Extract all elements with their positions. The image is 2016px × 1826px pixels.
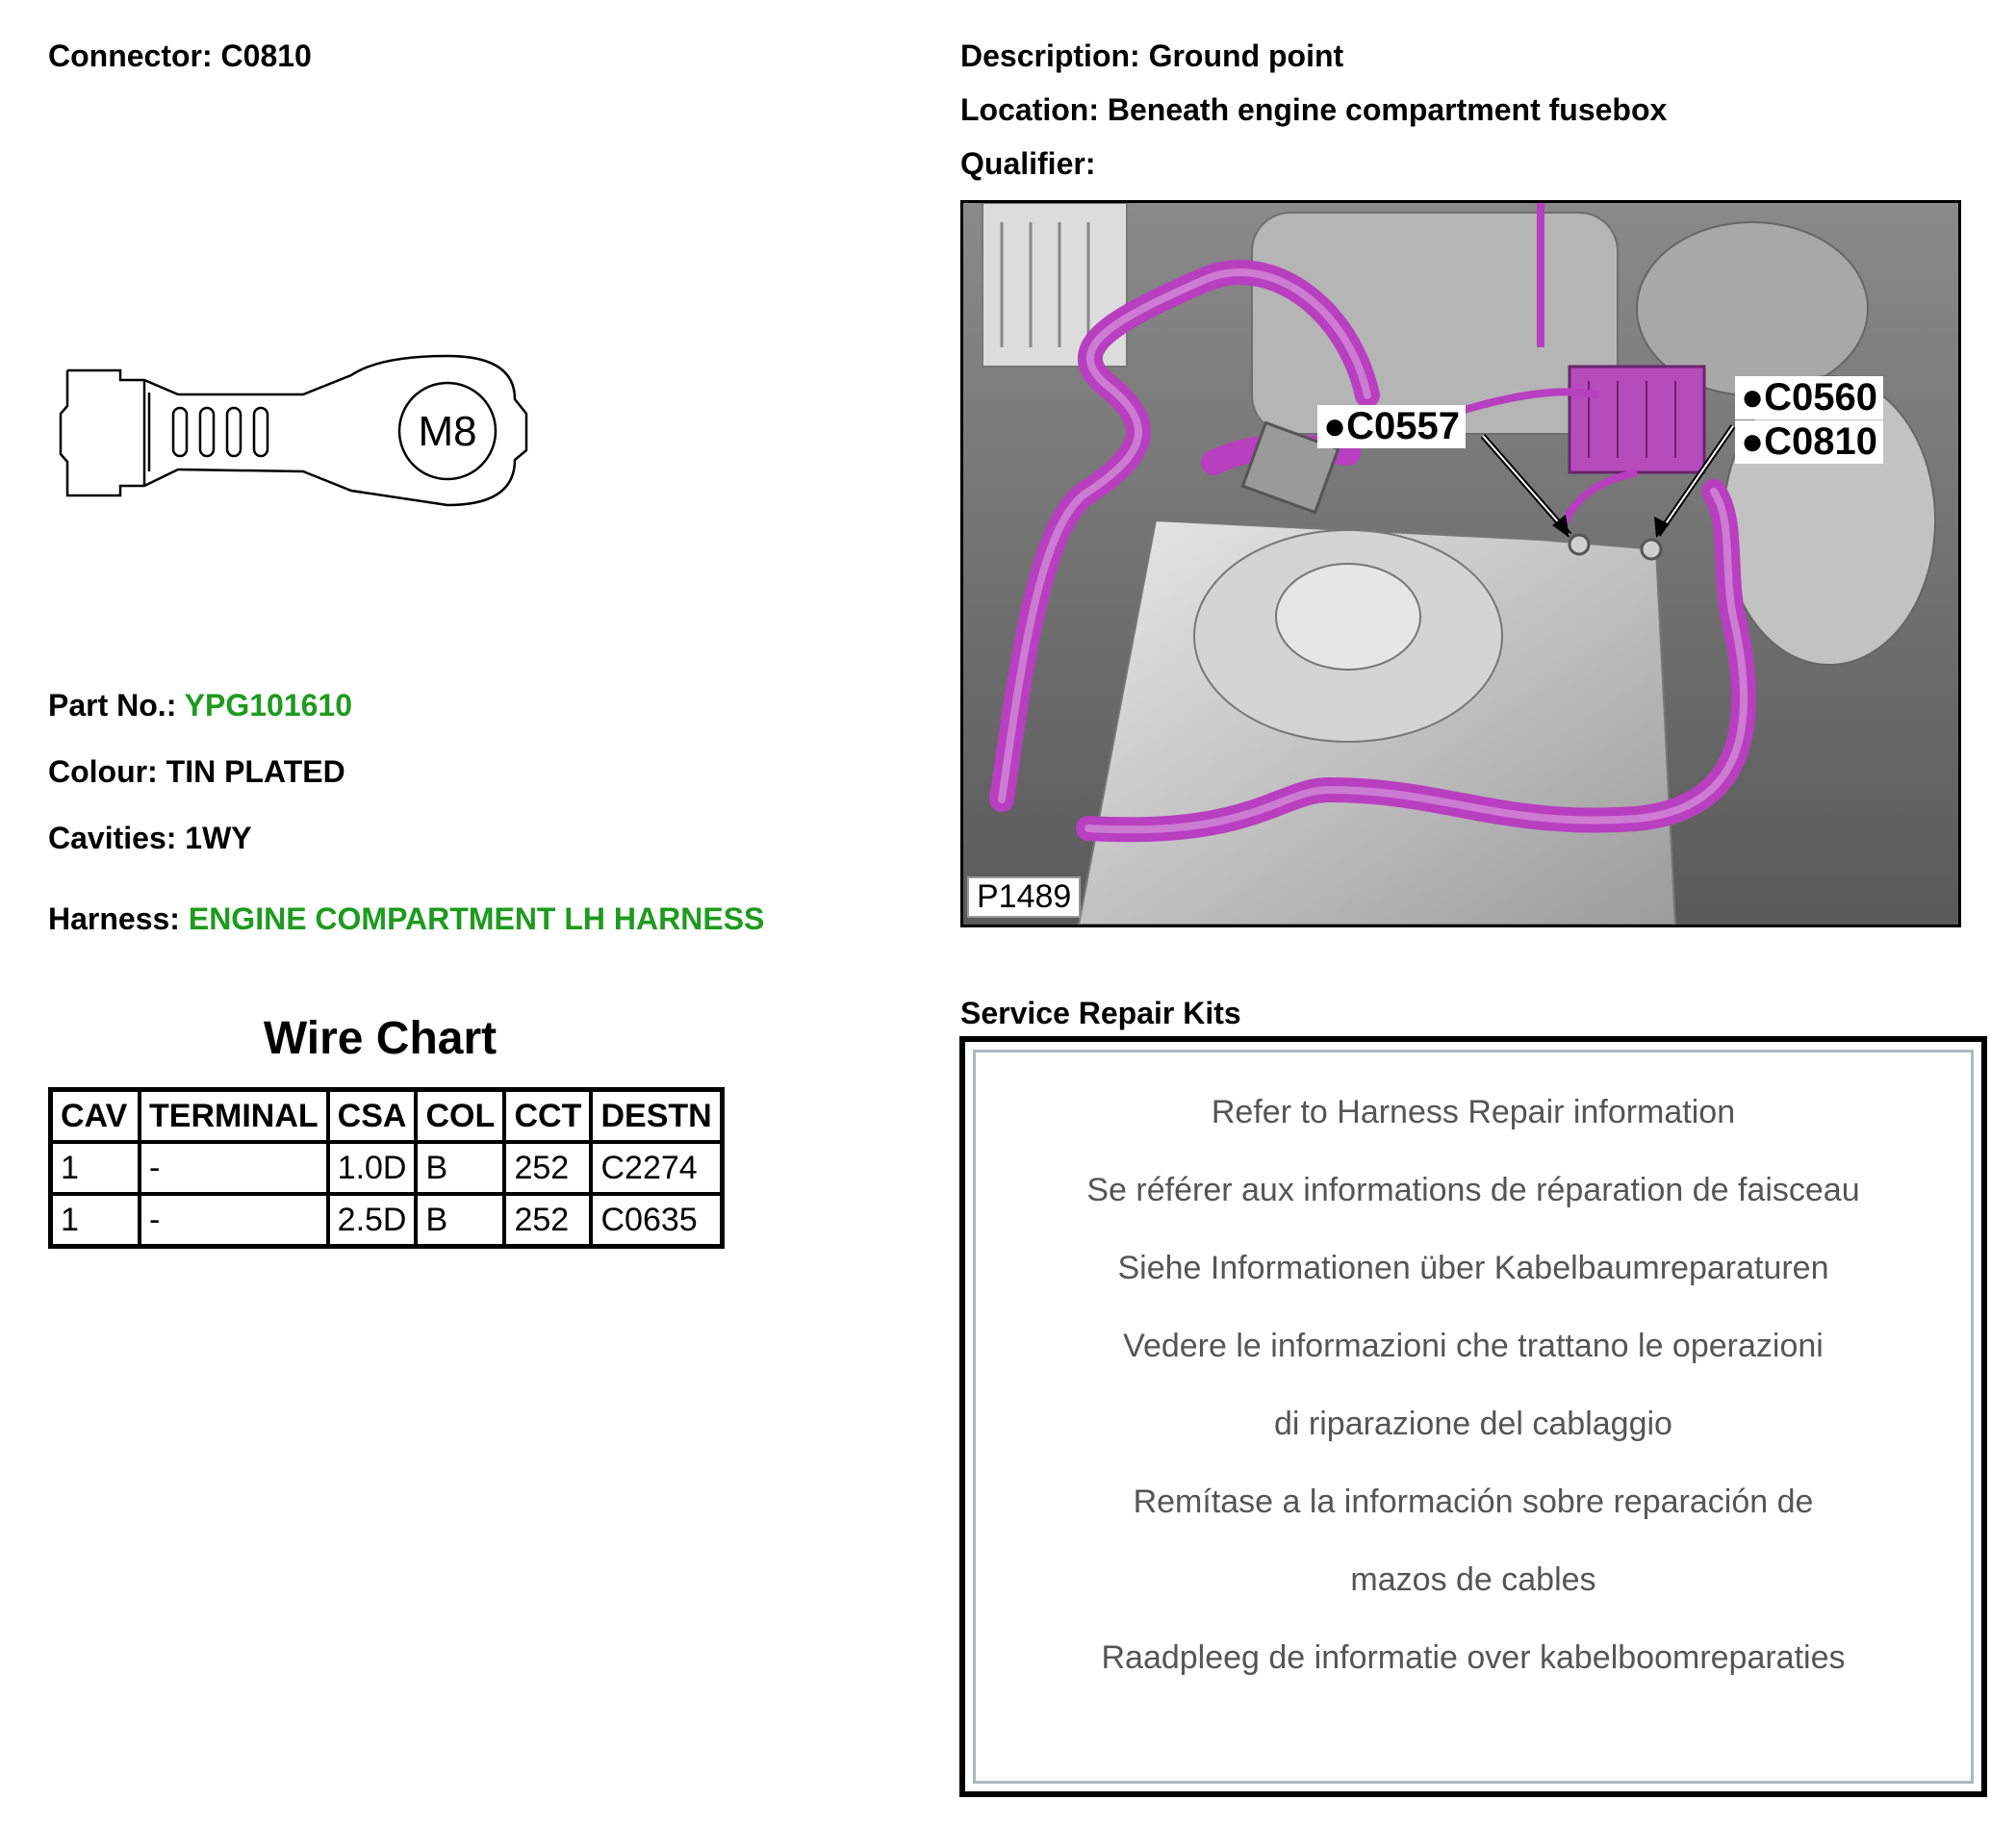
service-repair-kits-inner bbox=[973, 1050, 1974, 1784]
cavities-label: Cavities: bbox=[48, 821, 177, 855]
harness-label: Harness: bbox=[48, 901, 180, 936]
repair-info-line: di riparazione del cablaggio bbox=[1274, 1406, 1672, 1442]
repair-info-line: Se référer aux informations de réparation de faisceau bbox=[1086, 1172, 1860, 1208]
cell-cav: 1 bbox=[51, 1142, 140, 1194]
cell-col: B bbox=[416, 1142, 504, 1194]
qualifier-field bbox=[960, 146, 1095, 182]
callout-c0560: ●C0560 bbox=[1735, 376, 1883, 419]
engine-bay-illustration bbox=[963, 203, 1958, 925]
cell-cct: 252 bbox=[504, 1194, 591, 1247]
wire-chart-table bbox=[48, 1087, 725, 1249]
cell-csa: 1.0D bbox=[328, 1142, 417, 1194]
cavities-field bbox=[48, 821, 252, 856]
repair-info-line: Siehe Informationen über Kabelbaumreparaturen bbox=[1117, 1250, 1829, 1286]
location-value: Beneath engine compartment fusebox bbox=[1107, 92, 1668, 127]
qualifier-label: Qualifier: bbox=[960, 146, 1096, 181]
harness-value: ENGINE COMPARTMENT LH HARNESS bbox=[188, 901, 765, 936]
ring-terminal-drawing bbox=[53, 346, 544, 520]
cell-cav: 1 bbox=[51, 1194, 140, 1247]
cell-terminal: - bbox=[140, 1194, 328, 1247]
stud-size-label: M8 bbox=[418, 408, 477, 455]
part-number-field bbox=[48, 688, 352, 723]
connector-value: C0810 bbox=[220, 38, 312, 73]
callout-c0810: ●C0810 bbox=[1735, 420, 1883, 464]
location-photo bbox=[960, 200, 1961, 927]
connector-label: Connector: bbox=[48, 38, 213, 73]
col-col: COL bbox=[416, 1090, 504, 1143]
col-terminal: TERMINAL bbox=[140, 1090, 328, 1143]
wire-chart-header-row bbox=[51, 1090, 723, 1143]
colour-value: TIN PLATED bbox=[166, 754, 345, 789]
colour-field bbox=[48, 754, 345, 790]
cell-col: B bbox=[416, 1194, 504, 1247]
repair-info-line: Remítase a la información sobre reparación de bbox=[1133, 1484, 1814, 1520]
cell-terminal: - bbox=[140, 1142, 328, 1194]
repair-info-line: mazos de cables bbox=[1350, 1561, 1596, 1598]
description-field bbox=[960, 38, 1343, 74]
table-row bbox=[51, 1142, 723, 1194]
repair-info-line: Vedere le informazioni che trattano le operazioni bbox=[1123, 1328, 1824, 1364]
col-cav: CAV bbox=[51, 1090, 140, 1143]
service-repair-kits-title: Service Repair Kits bbox=[960, 996, 1241, 1030]
cell-cct: 252 bbox=[504, 1142, 591, 1194]
part-number-label: Part No.: bbox=[48, 688, 177, 723]
callout-c0557: ●C0557 bbox=[1317, 405, 1466, 448]
picture-id-label: P1489 bbox=[967, 876, 1081, 918]
repair-info-line: Refer to Harness Repair information bbox=[1211, 1094, 1736, 1130]
col-destn: DESTN bbox=[591, 1090, 722, 1143]
location-field bbox=[960, 92, 1667, 128]
connector-field bbox=[48, 38, 312, 74]
col-cct: CCT bbox=[504, 1090, 591, 1143]
cell-destn: C2274 bbox=[591, 1142, 722, 1194]
harness-field bbox=[48, 901, 764, 937]
description-value: Ground point bbox=[1148, 38, 1344, 73]
wire-chart-title: Wire Chart bbox=[263, 1013, 498, 1064]
part-number-value: YPG101610 bbox=[184, 688, 353, 723]
cavities-value: 1WY bbox=[185, 821, 252, 855]
location-label: Location: bbox=[960, 92, 1099, 127]
table-row bbox=[51, 1194, 723, 1247]
col-csa: CSA bbox=[328, 1090, 417, 1143]
repair-info-line: Raadpleeg de informatie over kabelboomreparaties bbox=[1101, 1639, 1846, 1676]
colour-label: Colour: bbox=[48, 754, 158, 789]
description-label: Description: bbox=[960, 38, 1140, 73]
cell-destn: C0635 bbox=[591, 1194, 722, 1247]
cell-csa: 2.5D bbox=[328, 1194, 417, 1247]
service-repair-kits-box bbox=[959, 1036, 1987, 1797]
